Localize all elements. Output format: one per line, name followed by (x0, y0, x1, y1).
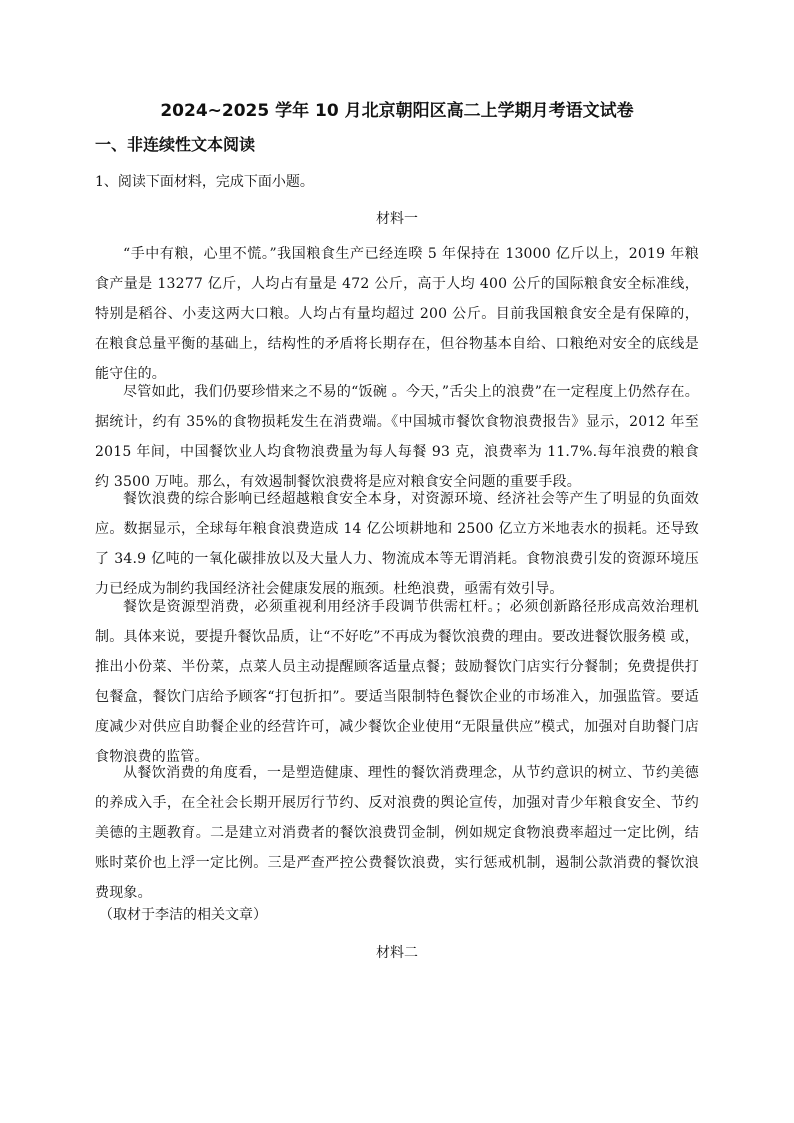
paragraph-5: 从餐饮消费的角度看，一是塑造健康、理性的餐饮消费理念，从节约意识的树立、节约美德的养成入手，在全社会长期开展厉行节约、反对浪费的舆论宣传，加强对青少年粮食安全、节约美德的主题教育。二是建立对消费者的餐饮浪费罚金制，例如规定食物浪费率超过一定比例，结账时菜价也上浮一定比例。三是严查严控公费餐饮浪费，实行惩戒机制，遏制公款消费的餐饮浪费现象。 (95, 765, 699, 901)
paragraph-2: 尽管如此，我们仍要珍惜来之不易的“饭碗 。今天，”舌尖上的浪费”在一定程度上仍然存在。据统计，约有 35%的食物损耗发生在消费端。《中国城市餐饮食物浪费报告》显示，2012 年至 2015 年间，中国餐饮业人均食物浪费量为每人每餐 93 克，浪费率为 11.7%.每年浪费的粮食约 3500 万吨。那么，有效遏制餐饮浪费将是应对粮食安全问题的重要手段。 (95, 384, 699, 490)
exam-title: 2024~2025 学年 10 月北京朝阳区高二上学期月考语文试卷 (160, 101, 634, 121)
paragraph-1: “手中有粮，心里不慌。”我国粮食生产已经连暌 5 年保持在 13000 亿斤以上，2019 年粮食产量是 13277 亿斤，人均占有量是 472 公斤，高于人均 400 公斤的国际粮食安全标准线，特别是稻谷、小麦这两大口粮。人均占有量均超过 200 公斤。目前我国粮食安全是有保障的，在粮食总量平衡的基础上，结构性的矛盾将长期存在，但谷物基本自给、口粮绝对安全的底线是能守住的。 (95, 246, 699, 382)
section-heading: 一、非连续性文本阅读 (95, 135, 256, 154)
material-one-title: 材料一 (376, 211, 418, 227)
material-two-title: 材料二 (376, 945, 418, 961)
source-note: （取材于李洁的相关文章） (99, 907, 267, 923)
question-stem: 1、阅读下面材料，完成下面小题。 (95, 174, 314, 190)
paragraph-3: 餐饮浪费的综合影响已经超越粮食安全本身，对资源环境、经济社会等产生了明显的负面效应。数据显示，全球每年粮食浪费造成 14 亿公顷耕地和 2500 亿立方米地表水的损耗。还导致了 34.9 亿吨的一氧化碳排放以及大量人力、物流成本等无谓消耗。食物浪费引发的资源环境压力已经成为制约我国经济社会健康发展的瓶颈。杜绝浪费，亟需有效引导。 (95, 491, 699, 597)
paragraph-4: 餐饮是资源型消费，必须重视利用经济手段调节供需杠杆。；必须创新路径形成高效治理机制。具体来说，要提升餐饮品质，让“不好吃”不再成为餐饮浪费的理由。要改进餐饮服务模 或，推出小份菜、半份菜，点菜人员主动提醒顾客适量点餐；鼓励餐饮门店实行分餐制；免费提供打包餐盒，餐饮门店给予顾客“打包折扣”。要适当限制特色餐饮企业的市场准入，加强监管。要适度减少对供应自助餐企业的经营许可，减少餐饮企业使用“无限量供应”模式，加强对自助餐门店食物浪费的监管。 (95, 599, 699, 765)
